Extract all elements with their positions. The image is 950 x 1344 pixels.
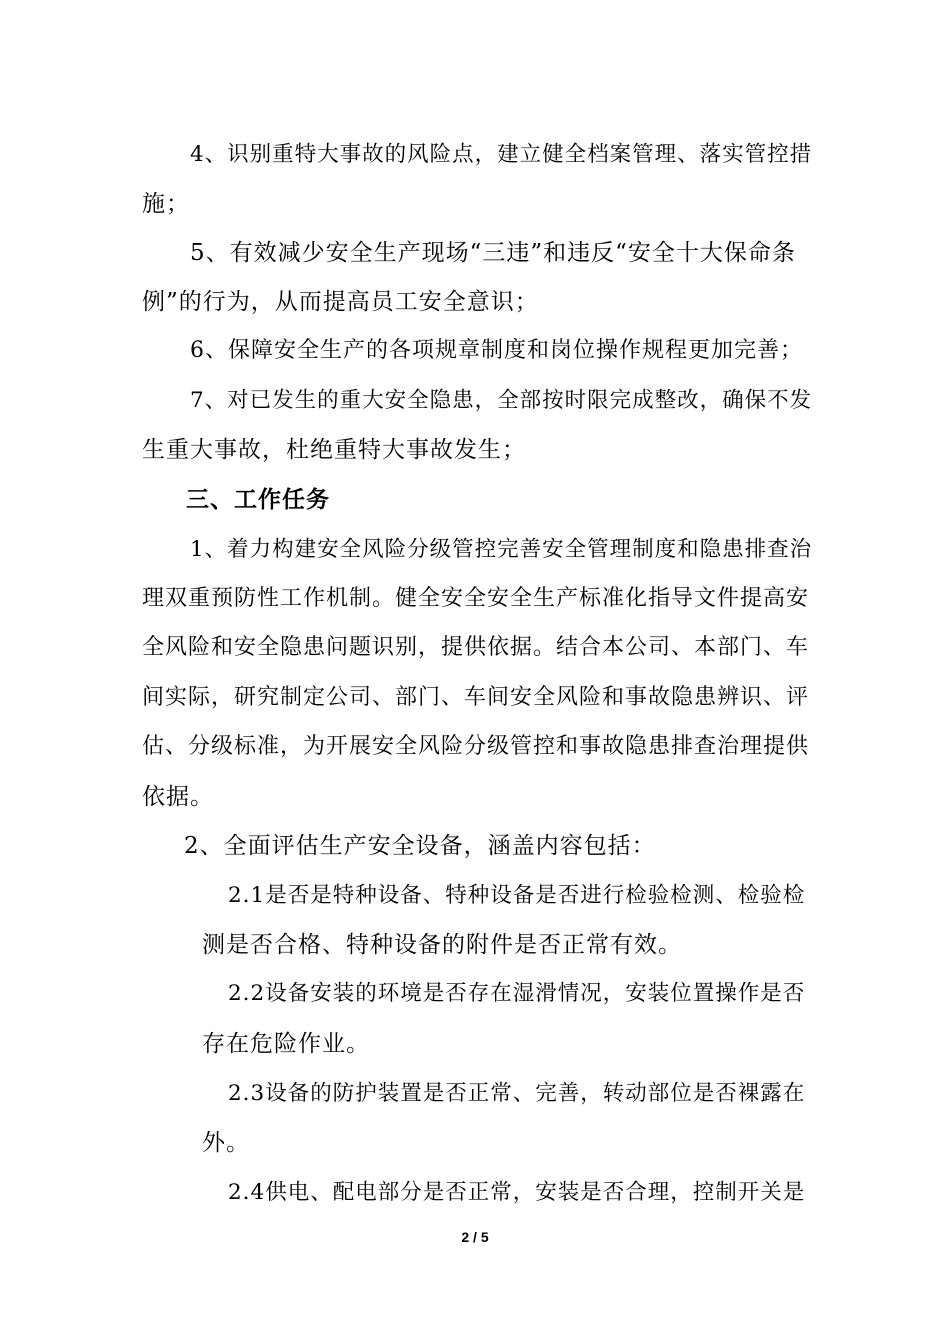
item-7-line-2: 生重大事故，杜绝重特大事故发生； (142, 437, 526, 463)
item-4-line-2: 施； (142, 191, 190, 217)
task-1-line-6: 依据。 (142, 784, 214, 810)
task-1-line-1: 1、着力构建安全风险分级管控完善安全管理制度和隐患排查治 (190, 537, 813, 562)
item-5-line-2: 例”的行为，从而提高员工安全意识； (142, 289, 539, 315)
section-heading-work-tasks: 三、工作任务 (186, 487, 330, 513)
task-1-line-3: 全风险和安全隐患问题识别，提供依据。结合本公司、本部门、车 (142, 635, 810, 660)
task-2-1-line-2: 测是否合格、特种设备的附件是否正常有效。 (202, 932, 682, 958)
task-2-4-line-1: 2.4供电、配电部分是否正常，安装是否合理，控制开关是 (228, 1180, 806, 1205)
task-2-2-line-1: 2.2设备安装的环境是否存在湿滑情况，安装位置操作是否 (228, 981, 806, 1006)
task-2-3-line-1: 2.3设备的防护装置是否正常、完善，转动部位是否裸露在 (228, 1081, 806, 1106)
item-5-line-1: 5、有效减少安全生产现场“三违”和违反“安全十大保命条 (190, 240, 796, 266)
task-2-1-line-1: 2.1是否是特种设备、特种设备是否进行检验检测、检验检 (228, 883, 806, 908)
task-1-line-5: 估、分级标准，为开展安全风险分级管控和事故隐患排查治理提供 (142, 734, 810, 759)
item-4-line-1: 4、识别重特大事故的风险点，建立健全档案管理、落实管控措 (190, 142, 813, 167)
task-2-2-line-2: 存在危险作业。 (202, 1031, 370, 1057)
page-number: 2 / 5 (461, 1229, 489, 1245)
task-1-line-4: 间实际，研究制定公司、部门、车间安全风险和事故隐患辨识、评 (142, 685, 810, 710)
task-1-line-2: 理双重预防性工作机制。健全安全安全生产标准化指导文件提高安 (142, 586, 810, 611)
task-2-3-line-2: 外。 (202, 1130, 250, 1156)
item-7-line-1: 7、对已发生的重大安全隐患，全部按时限完成整改，确保不发 (190, 388, 813, 413)
task-2-line-1: 2、全面评估生产安全设备，涵盖内容包括： (184, 833, 656, 859)
item-6-line-1: 6、保障安全生产的各项规章制度和岗位操作规程更加完善； (190, 338, 803, 363)
